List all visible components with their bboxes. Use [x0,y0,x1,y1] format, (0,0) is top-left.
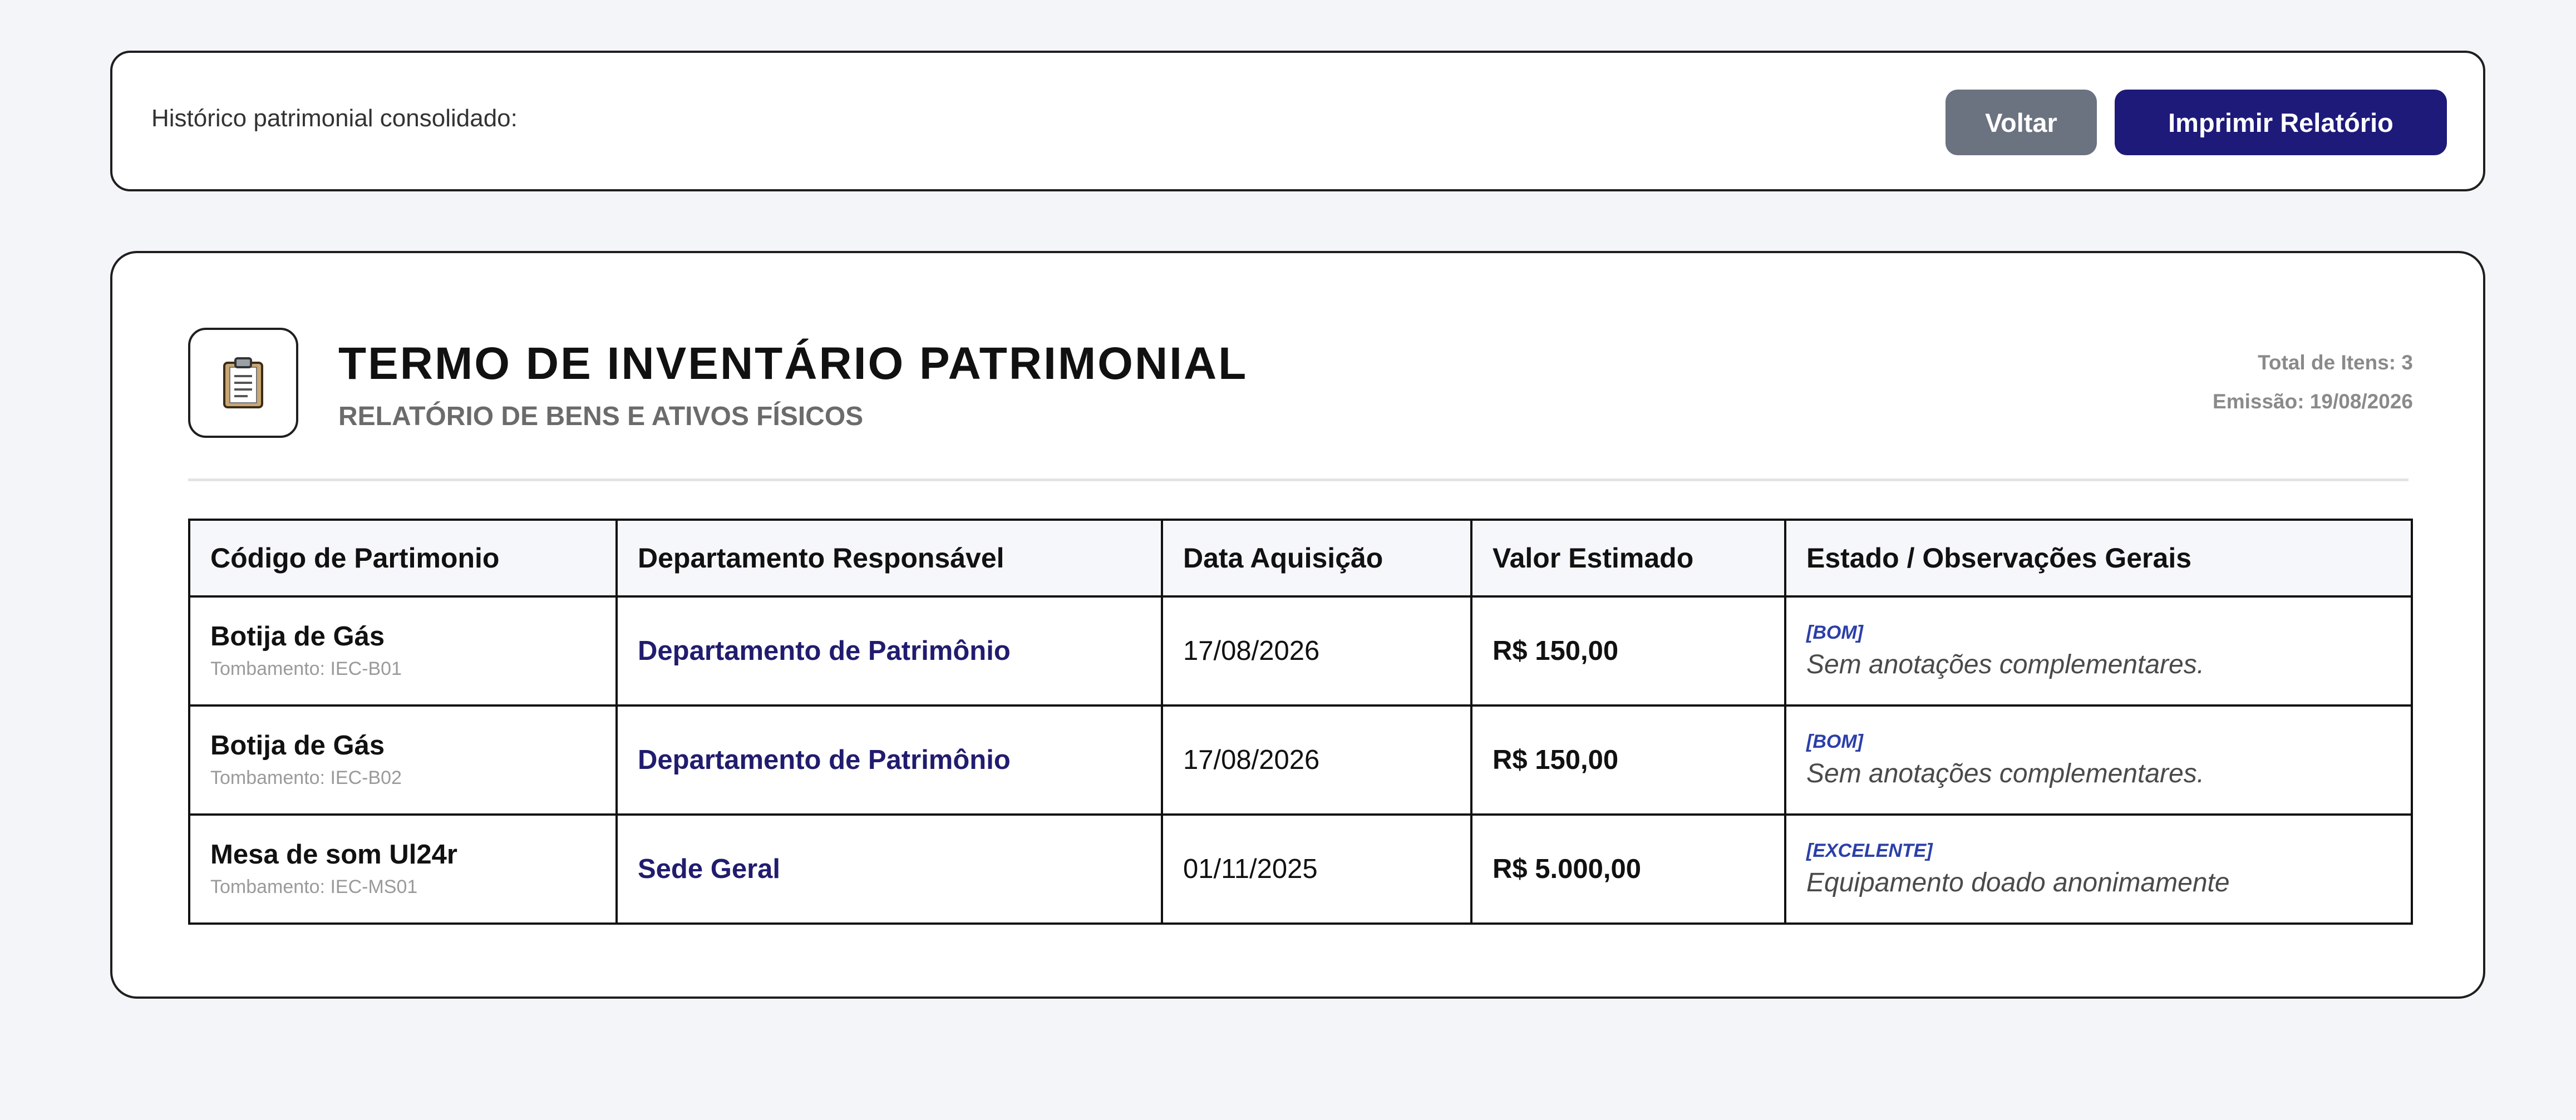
toolbar [110,51,2485,191]
cell-value: R$ 5.000,00 [1471,815,1785,924]
cell-code [189,815,617,924]
cell-department: Departamento de Patrimônio [617,596,1162,705]
clipboard-icon [188,328,298,438]
cell-status [1785,596,2412,705]
cell-department: Sede Geral [617,815,1162,924]
cell-value: R$ 150,00 [1471,596,1785,705]
cell-code [189,705,617,815]
report-subtitle: RELATÓRIO DE BENS E ATIVOS FÍSICOS [338,402,864,431]
report-meta [2213,352,2413,430]
item-name: Botija de Gás [210,621,385,652]
column-header-status: Estado / Observações Gerais [1785,520,2412,596]
column-header-code: Código de Partimonio [189,520,617,596]
item-tag: Tombamento: IEC-MS01 [210,876,418,898]
table-row [189,596,2412,705]
item-name: Botija de Gás [210,730,385,761]
column-header-date: Data Aquisição [1162,520,1471,596]
cell-date: 17/08/2026 [1162,705,1471,815]
cell-department: Departamento de Patrimônio [617,705,1162,815]
observation-text: Equipamento doado anonimamente [1806,868,2230,897]
divider [188,478,2408,481]
table-row [189,815,2412,924]
toolbar-label: Histórico patrimonial consolidado: [151,105,518,132]
cell-value: R$ 150,00 [1471,705,1785,815]
total-items: Total de Itens: 3 [2258,351,2413,374]
item-tag: Tombamento: IEC-B01 [210,658,402,680]
observation-text: Sem anotações complementares. [1806,650,2205,679]
report-card [110,251,2485,999]
inventory-table [188,519,2413,925]
status-badge: [EXCELENTE] [1806,840,1933,861]
report-title: TERMO DE INVENTÁRIO PATRIMONIAL [338,338,1248,389]
column-header-value: Valor Estimado [1471,520,1785,596]
observation-text: Sem anotações complementares. [1806,759,2205,788]
status-badge: [BOM] [1806,622,1863,643]
cell-status [1785,815,2412,924]
item-tag: Tombamento: IEC-B02 [210,767,402,789]
cell-status [1785,705,2412,815]
table-header-row [189,520,2412,596]
cell-code [189,596,617,705]
item-name: Mesa de som Ul24r [210,839,457,870]
table-row [189,705,2412,815]
status-badge: [BOM] [1806,731,1863,752]
cell-date: 17/08/2026 [1162,596,1471,705]
column-header-department: Departamento Responsável [617,520,1162,596]
print-report-button[interactable]: Imprimir Relatório [2115,90,2447,155]
back-button[interactable]: Voltar [1945,90,2097,155]
cell-date: 01/11/2025 [1162,815,1471,924]
emission-date: Emissão: 19/08/2026 [2213,390,2413,413]
